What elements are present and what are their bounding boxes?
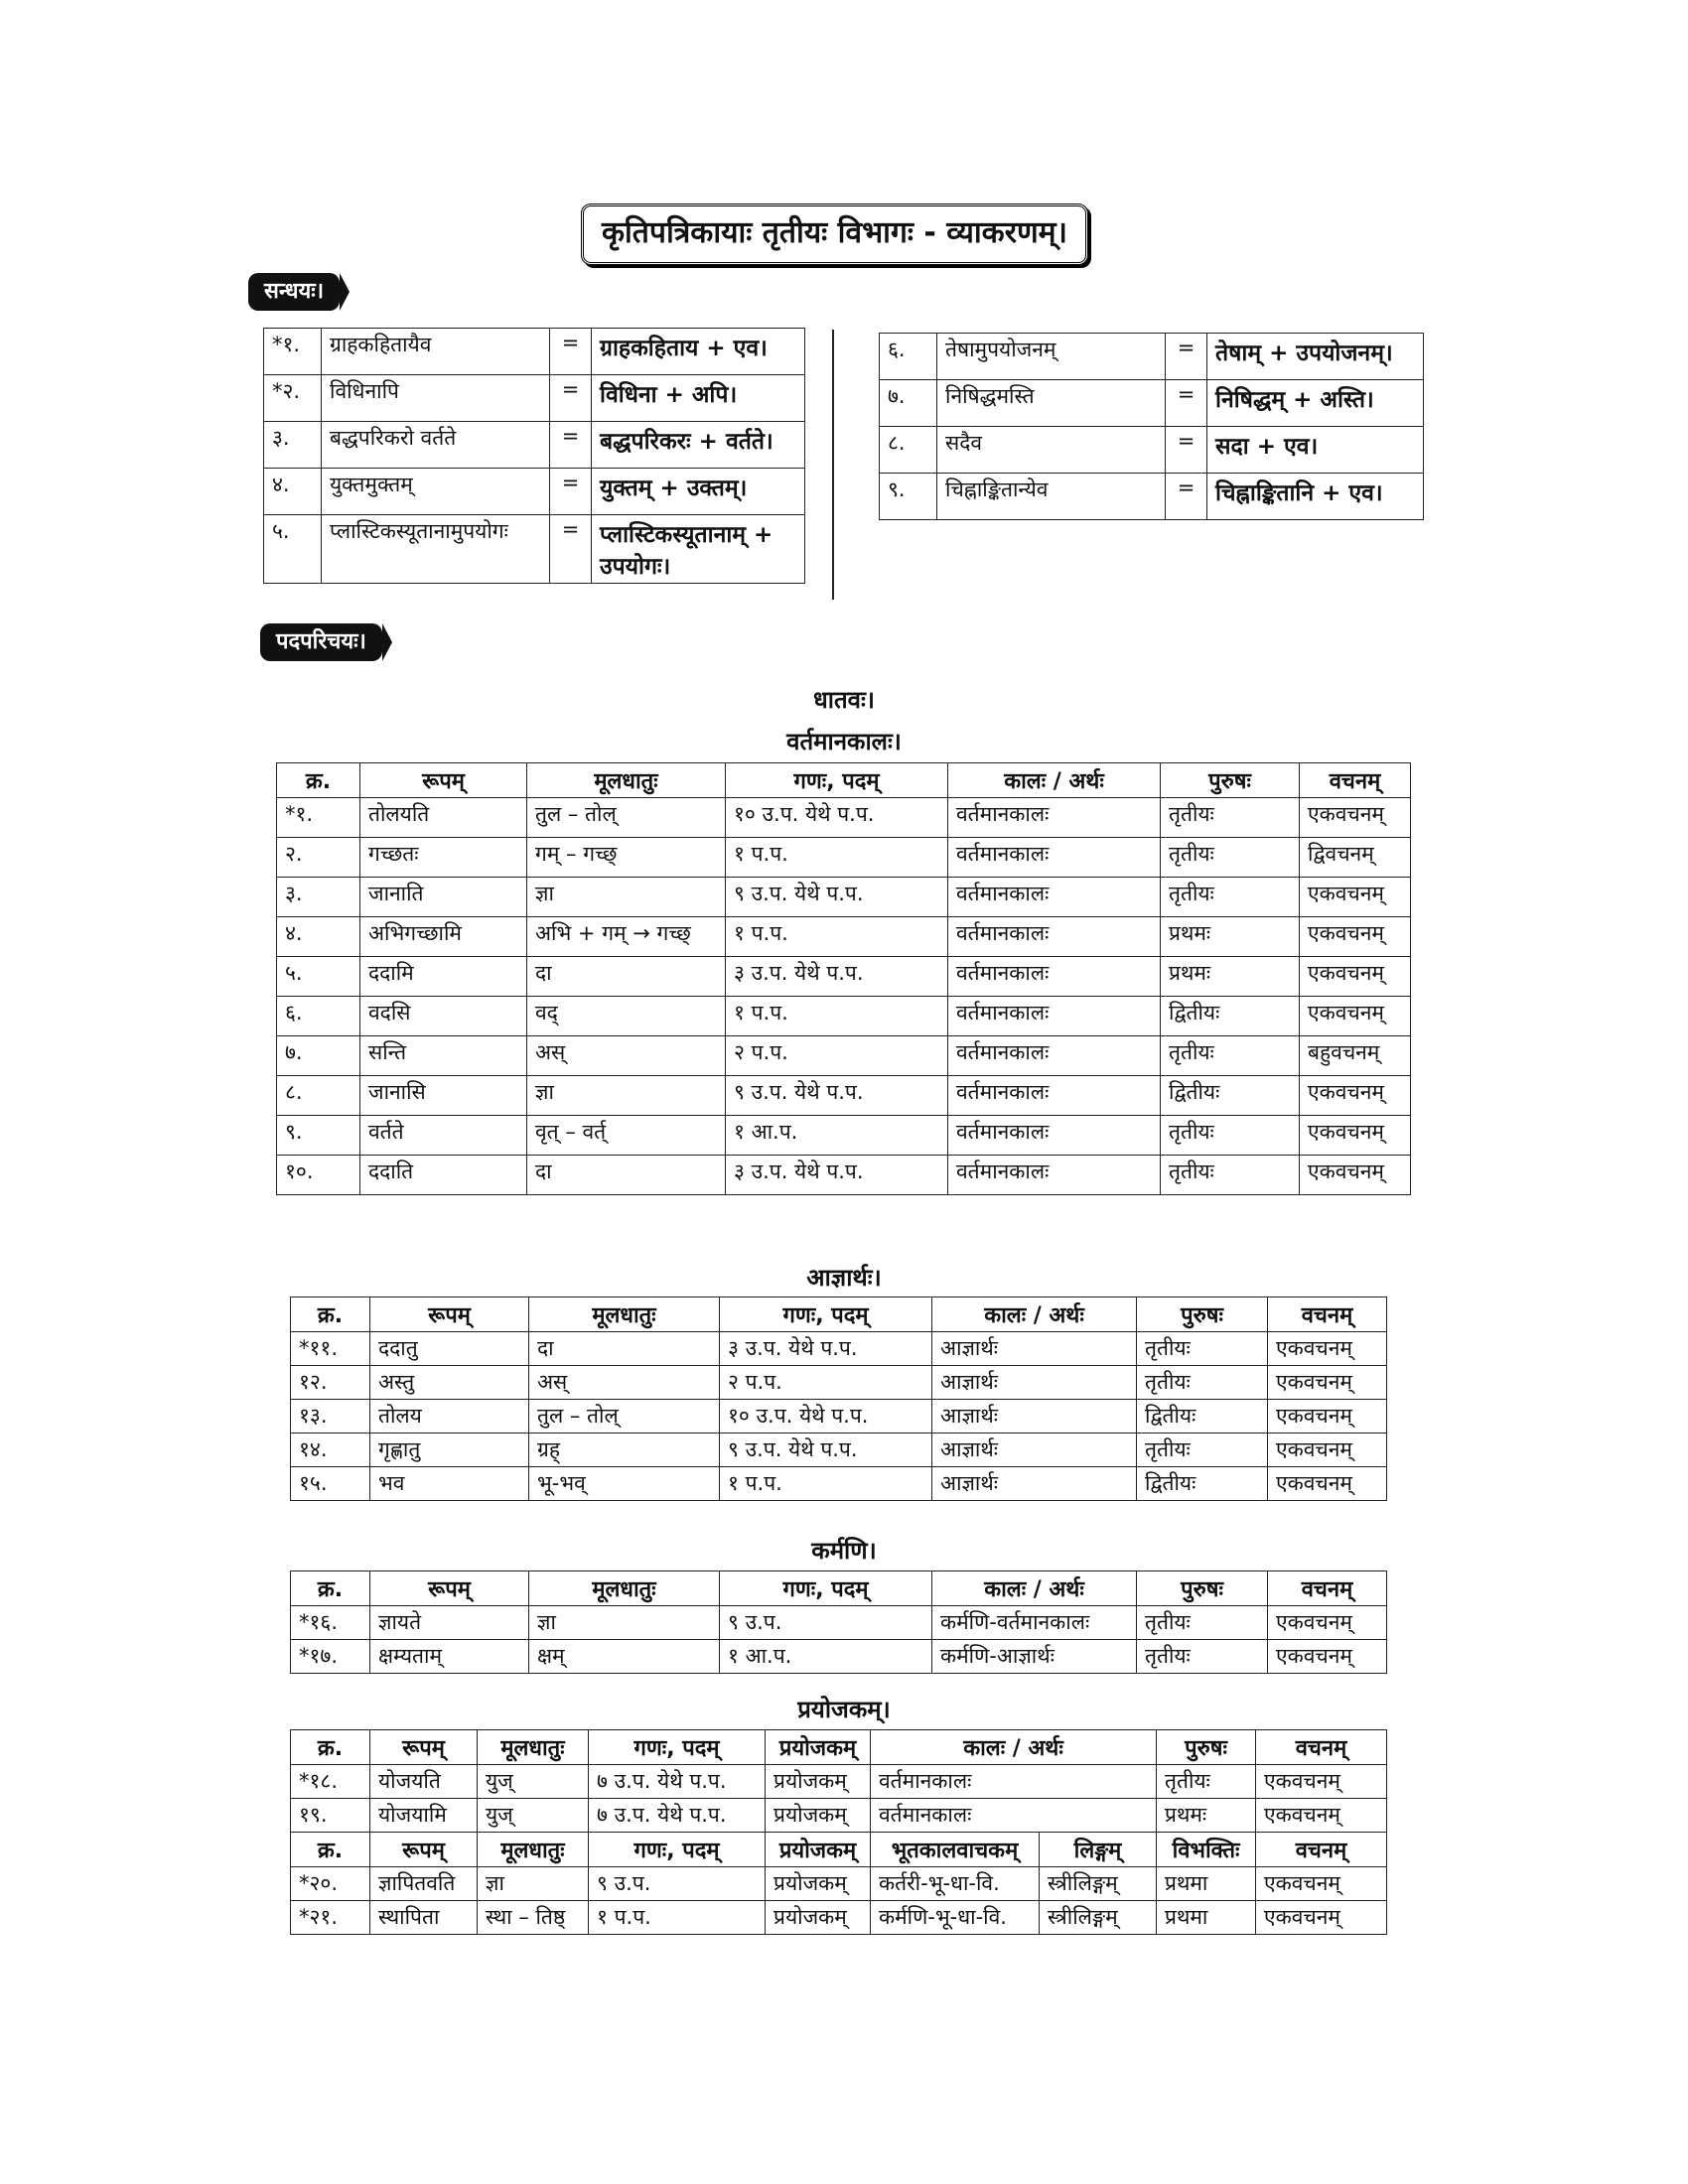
sandhi-split: चिह्नाङ्कितानि + एव। (1207, 474, 1424, 520)
table-row (277, 957, 1411, 997)
table-cell: तृतीयः (1161, 798, 1300, 838)
table-cell: १ प.प. (720, 1467, 932, 1501)
table-cell: वर्तमानकालः (948, 1156, 1161, 1195)
column-header: गणः, पदम् (589, 1730, 766, 1765)
table-cell: ३ उ.प. येथे प.प. (720, 1332, 932, 1366)
sandhi-word: प्लास्टिकस्यूतानामुपयोगः (322, 515, 550, 584)
table-row (291, 1366, 1387, 1400)
table-row (264, 375, 805, 422)
table-row (264, 329, 805, 375)
table-cell: प्रथमा (1157, 1901, 1256, 1935)
table-row (880, 474, 1424, 520)
dhatavah-heading: धातवः। (813, 686, 875, 714)
table-cell: ज्ञायते (370, 1606, 529, 1640)
table-cell: ७ उ.प. येथे प.प. (589, 1765, 766, 1799)
table-cell: एकवचनम् (1256, 1867, 1387, 1901)
sandhi-equals: = (550, 375, 592, 422)
table-cell: ५. (277, 957, 360, 997)
ajnarth-heading: आज्ञार्थः। (806, 1264, 882, 1292)
table-cell: आज्ञार्थः (932, 1467, 1137, 1501)
table-cell: ७. (277, 1036, 360, 1076)
table-cell: ९. (277, 1116, 360, 1156)
table-cell: *१६. (291, 1606, 370, 1640)
table-cell: स्त्रीलिङ्गम् (1040, 1901, 1157, 1935)
table-cell: तृतीयः (1137, 1606, 1268, 1640)
table-cell: ९ उ.प. येथे प.प. (726, 878, 948, 917)
table-cell: प्रयोजकम् (766, 1901, 871, 1935)
table-cell: १९. (291, 1799, 370, 1833)
table-cell: १३. (291, 1400, 370, 1433)
table-cell: १ आ.प. (720, 1640, 932, 1674)
column-header: गणः, पदम् (726, 763, 948, 798)
table-cell: योजयामि (370, 1799, 478, 1833)
column-header: कालः / अर्थः (932, 1297, 1137, 1332)
table-cell: प्रथमा (1157, 1867, 1256, 1901)
table-row (291, 1867, 1387, 1901)
sandhi-split: तेषाम् + उपयोजनम्। (1207, 334, 1424, 380)
sandhi-table-right (879, 333, 1424, 520)
table-cell: ३ उ.प. येथे प.प. (726, 1156, 948, 1195)
sandhi-number: *२. (264, 375, 322, 422)
vartaman-table (276, 762, 1411, 1195)
column-header: कालः / अर्थः (932, 1571, 1137, 1606)
table-cell: एकवचनम् (1300, 917, 1411, 957)
karmani-heading: कर्मणि। (811, 1537, 877, 1565)
table-cell: १ प.प. (726, 838, 948, 878)
column-header: गणः, पदम् (589, 1833, 766, 1867)
table-row (277, 917, 1411, 957)
table-cell: तृतीयः (1157, 1765, 1256, 1799)
sandhi-number: ५. (264, 515, 322, 584)
column-header: कालः / अर्थः (948, 763, 1161, 798)
column-header: पुरुषः (1157, 1730, 1256, 1765)
table-cell: १ प.प. (726, 917, 948, 957)
table-cell: तृतीयः (1161, 1116, 1300, 1156)
table-cell: क्षम्यताम् (370, 1640, 529, 1674)
sandhi-word: युक्तमुक्तम् (322, 469, 550, 515)
table-row (880, 334, 1424, 380)
sandhi-split: सदा + एव। (1207, 427, 1424, 474)
sandhi-table-left (263, 328, 805, 584)
table-cell: आज्ञार्थः (932, 1332, 1137, 1366)
table-row (277, 1076, 1411, 1116)
table-cell: तृतीयः (1137, 1433, 1268, 1467)
table-cell: योजयति (370, 1765, 478, 1799)
table-cell: वर्तमानकालः (871, 1765, 1157, 1799)
column-header: क्र. (291, 1730, 370, 1765)
column-header: मूलधातुः (478, 1833, 589, 1867)
table-cell: आज्ञार्थः (932, 1400, 1137, 1433)
table-cell: एकवचनम् (1268, 1467, 1387, 1501)
column-header: प्रयोजकम् (766, 1833, 871, 1867)
sandhi-equals: = (550, 515, 592, 584)
table-row (291, 1765, 1387, 1799)
sandhi-number: ४. (264, 469, 322, 515)
table-row (880, 380, 1424, 427)
table-cell: तृतीयः (1161, 838, 1300, 878)
table-row (291, 1640, 1387, 1674)
table-row (277, 878, 1411, 917)
table-row (291, 1901, 1387, 1935)
sandhi-number: ८. (880, 427, 937, 474)
table-cell: वर्तते (360, 1116, 527, 1156)
table-cell: स्थापिता (370, 1901, 478, 1935)
table-cell: जानासि (360, 1076, 527, 1116)
sandhi-word: बद्धपरिकरो वर्तते (322, 422, 550, 469)
sandhi-equals: = (550, 469, 592, 515)
table-cell: वर्तमानकालः (948, 1036, 1161, 1076)
table-cell: प्रयोजकम् (766, 1765, 871, 1799)
table-cell: १० उ.प. येथे प.प. (726, 798, 948, 838)
sandhi-word: निषिद्धमस्ति (937, 380, 1166, 427)
table-cell: ग्रह् (529, 1433, 720, 1467)
table-cell: *१७. (291, 1640, 370, 1674)
table-header-row (277, 763, 1411, 798)
table-cell: ज्ञापितवति (370, 1867, 478, 1901)
karmani-table (290, 1570, 1387, 1674)
table-cell: प्रयोजकम् (766, 1867, 871, 1901)
prayojak-table (290, 1729, 1387, 1935)
table-cell: गृह्णातु (370, 1433, 529, 1467)
table-cell: ज्ञा (527, 1076, 726, 1116)
table-cell: ज्ञा (527, 878, 726, 917)
table-cell: तुल – तोल् (529, 1400, 720, 1433)
table-header-row (291, 1730, 1387, 1765)
column-header: रूपम् (370, 1730, 478, 1765)
table-cell: कर्मणि-भू-धा-वि. (871, 1901, 1040, 1935)
table-cell: बहुवचनम् (1300, 1036, 1411, 1076)
table-row (880, 427, 1424, 474)
table-row (291, 1332, 1387, 1366)
table-cell: *१. (277, 798, 360, 838)
table-cell: गम् – गच्छ् (527, 838, 726, 878)
table-cell: एकवचनम् (1256, 1765, 1387, 1799)
sandhi-word: विधिनापि (322, 375, 550, 422)
table-cell: तृतीयः (1161, 1036, 1300, 1076)
column-header: गणः, पदम् (720, 1571, 932, 1606)
column-header: पुरुषः (1161, 763, 1300, 798)
table-cell: एकवचनम् (1300, 1076, 1411, 1116)
table-cell: ८. (277, 1076, 360, 1116)
table-cell: गच्छतः (360, 838, 527, 878)
sandhi-number: *१. (264, 329, 322, 375)
table-cell: प्रयोजकम् (766, 1799, 871, 1833)
table-row (291, 1606, 1387, 1640)
table-cell: २ प.प. (726, 1036, 948, 1076)
table-cell: एकवचनम् (1300, 1156, 1411, 1195)
table-cell: प्रथमः (1157, 1799, 1256, 1833)
table-cell: भू-भव् (529, 1467, 720, 1501)
table-cell: १४. (291, 1433, 370, 1467)
table-cell: तृतीयः (1137, 1366, 1268, 1400)
table-cell: अभि + गम् → गच्छ् (527, 917, 726, 957)
table-header-row (291, 1571, 1387, 1606)
table-row (277, 1036, 1411, 1076)
table-cell: एकवचनम् (1268, 1640, 1387, 1674)
sandhi-equals: = (1166, 474, 1207, 520)
column-header: पुरुषः (1137, 1571, 1268, 1606)
table-cell: ज्ञा (529, 1606, 720, 1640)
table-cell: तोलयति (360, 798, 527, 838)
column-header: भूतकालवाचकम् (871, 1833, 1040, 1867)
column-header: रूपम् (370, 1833, 478, 1867)
sandhi-split: ग्राहकहिताय + एव। (592, 329, 805, 375)
table-cell: कर्मणि-आज्ञार्थः (932, 1640, 1137, 1674)
sandhi-word: तेषामुपयोजनम् (937, 334, 1166, 380)
padaparichaya-section-tag: पदपरिचयः। (260, 623, 382, 661)
column-header: विभक्तिः (1157, 1833, 1256, 1867)
sandhi-word: सदैव (937, 427, 1166, 474)
table-cell: एकवचनम् (1256, 1799, 1387, 1833)
table-cell: ७ उ.प. येथे प.प. (589, 1799, 766, 1833)
table-header-row (291, 1297, 1387, 1332)
sandhi-number: ६. (880, 334, 937, 380)
table-cell: एकवचनम् (1300, 1116, 1411, 1156)
table-row (277, 997, 1411, 1036)
table-cell: *२०. (291, 1867, 370, 1901)
column-header: मूलधातुः (529, 1571, 720, 1606)
column-divider (832, 330, 834, 600)
table-cell: *१८. (291, 1765, 370, 1799)
table-cell: आज्ञार्थः (932, 1433, 1137, 1467)
table-cell: अस्तु (370, 1366, 529, 1400)
sandhi-equals: = (1166, 380, 1207, 427)
table-row (291, 1467, 1387, 1501)
column-header: क्र. (277, 763, 360, 798)
table-row (264, 515, 805, 584)
table-cell: एकवचनम् (1300, 957, 1411, 997)
table-cell: २ प.प. (720, 1366, 932, 1400)
column-header: क्र. (291, 1833, 370, 1867)
column-header: वचनम् (1268, 1297, 1387, 1332)
table-cell: तृतीयः (1137, 1332, 1268, 1366)
table-cell: *११. (291, 1332, 370, 1366)
table-cell: १०. (277, 1156, 360, 1195)
column-header: रूपम् (370, 1571, 529, 1606)
table-cell: ज्ञा (478, 1867, 589, 1901)
column-header: क्र. (291, 1297, 370, 1332)
sandhi-equals: = (550, 329, 592, 375)
table-row (277, 838, 1411, 878)
table-cell: एकवचनम् (1268, 1332, 1387, 1366)
column-header: मूलधातुः (478, 1730, 589, 1765)
sandhi-split: युक्तम् + उक्तम्। (592, 469, 805, 515)
table-cell: १ प.प. (589, 1901, 766, 1935)
table-cell: वद् (527, 997, 726, 1036)
table-cell: वर्तमानकालः (948, 798, 1161, 838)
table-cell: दा (527, 957, 726, 997)
sandhi-number: ३. (264, 422, 322, 469)
table-cell: वर्तमानकालः (948, 957, 1161, 997)
sandhi-split: विधिना + अपि। (592, 375, 805, 422)
sandhi-number: ९. (880, 474, 937, 520)
table-cell: ददातु (370, 1332, 529, 1366)
table-cell: २. (277, 838, 360, 878)
table-cell: प्रथमः (1161, 957, 1300, 997)
prayojak-heading: प्रयोजकम्। (797, 1696, 891, 1723)
table-cell: एकवचनम् (1300, 878, 1411, 917)
table-cell: १ आ.प. (726, 1116, 948, 1156)
column-header: वचनम् (1268, 1571, 1387, 1606)
table-cell: वर्तमानकालः (948, 838, 1161, 878)
table-cell: *२१. (291, 1901, 370, 1935)
table-cell: वर्तमानकालः (948, 917, 1161, 957)
table-cell: युज् (478, 1765, 589, 1799)
column-header: गणः, पदम् (720, 1297, 932, 1332)
table-cell: ६. (277, 997, 360, 1036)
table-cell: भव (370, 1467, 529, 1501)
table-cell: एकवचनम् (1256, 1901, 1387, 1935)
table-cell: ४. (277, 917, 360, 957)
table-cell: अभिगच्छामि (360, 917, 527, 957)
column-header: मूलधातुः (529, 1297, 720, 1332)
column-header: मूलधातुः (527, 763, 726, 798)
table-cell: वर्तमानकालः (948, 1076, 1161, 1116)
sandhi-section-tag: सन्धयः। (248, 273, 340, 311)
table-row (277, 1156, 1411, 1195)
column-header: वचनम् (1300, 763, 1411, 798)
table-cell: १ प.प. (726, 997, 948, 1036)
table-cell: ३. (277, 878, 360, 917)
table-cell: दा (527, 1156, 726, 1195)
table-cell: अस् (529, 1366, 720, 1400)
table-cell: ९ उ.प. येथे प.प. (726, 1076, 948, 1116)
table-cell: दा (529, 1332, 720, 1366)
table-header-row (291, 1833, 1387, 1867)
sandhi-split: निषिद्धम् + अस्ति। (1207, 380, 1424, 427)
table-row (264, 422, 805, 469)
column-header: रूपम् (360, 763, 527, 798)
sandhi-split: बद्धपरिकरः + वर्तते। (592, 422, 805, 469)
ajnarth-table (290, 1297, 1387, 1501)
table-cell: वदसि (360, 997, 527, 1036)
sandhi-number: ७. (880, 380, 937, 427)
table-cell: १० उ.प. येथे प.प. (720, 1400, 932, 1433)
table-row (291, 1433, 1387, 1467)
table-cell: द्वितीयः (1161, 997, 1300, 1036)
column-header: क्र. (291, 1571, 370, 1606)
table-cell: ९ उ.प. येथे प.प. (720, 1433, 932, 1467)
table-cell: कर्तरी-भू-धा-वि. (871, 1867, 1040, 1901)
table-row (291, 1400, 1387, 1433)
table-cell: प्रथमः (1161, 917, 1300, 957)
table-cell: तृतीयः (1161, 1156, 1300, 1195)
table-cell: तृतीयः (1161, 878, 1300, 917)
table-cell: एकवचनम् (1268, 1606, 1387, 1640)
sandhi-equals: = (550, 422, 592, 469)
column-header: रूपम् (370, 1297, 529, 1332)
table-cell: तुल – तोल् (527, 798, 726, 838)
table-cell: द्वितीयः (1161, 1076, 1300, 1116)
column-header: प्रयोजकम् (766, 1730, 871, 1765)
table-cell: जानाति (360, 878, 527, 917)
sandhi-word: चिह्नाङ्कितान्येव (937, 474, 1166, 520)
table-cell: एकवचनम् (1268, 1366, 1387, 1400)
table-cell: क्षम् (529, 1640, 720, 1674)
table-cell: एकवचनम् (1300, 997, 1411, 1036)
table-cell: कर्मणि-वर्तमानकालः (932, 1606, 1137, 1640)
column-header: कालः / अर्थः (871, 1730, 1157, 1765)
vartaman-heading: वर्तमानकालः। (786, 728, 902, 755)
column-header: वचनम् (1256, 1833, 1387, 1867)
table-cell: एकवचनम् (1300, 798, 1411, 838)
table-row (277, 798, 1411, 838)
column-header: लिङ्गम् (1040, 1833, 1157, 1867)
table-cell: तृतीयः (1137, 1640, 1268, 1674)
table-cell: द्वितीयः (1137, 1400, 1268, 1433)
table-cell: ददाति (360, 1156, 527, 1195)
table-cell: वर्तमानकालः (948, 1116, 1161, 1156)
table-cell: वृत् – वर्त् (527, 1116, 726, 1156)
sandhi-equals: = (1166, 334, 1207, 380)
table-cell: तोलय (370, 1400, 529, 1433)
table-cell: वर्तमानकालः (871, 1799, 1157, 1833)
table-cell: वर्तमानकालः (948, 997, 1161, 1036)
table-cell: १५. (291, 1467, 370, 1501)
table-cell: एकवचनम् (1268, 1400, 1387, 1433)
sandhi-split: प्लास्टिकस्यूतानाम् + उपयोगः। (592, 515, 805, 584)
column-header: वचनम् (1256, 1730, 1387, 1765)
table-cell: ९ उ.प. (589, 1867, 766, 1901)
table-row (264, 469, 805, 515)
column-header: पुरुषः (1137, 1297, 1268, 1332)
sandhi-word: ग्राहकहितायैव (322, 329, 550, 375)
table-cell: स्था – तिष्ठ् (478, 1901, 589, 1935)
table-cell: द्विवचनम् (1300, 838, 1411, 878)
table-cell: सन्ति (360, 1036, 527, 1076)
table-cell: युज् (478, 1799, 589, 1833)
table-cell: ९ उ.प. (720, 1606, 932, 1640)
table-cell: ३ उ.प. येथे प.प. (726, 957, 948, 997)
table-cell: ददामि (360, 957, 527, 997)
table-row (277, 1116, 1411, 1156)
table-cell: आज्ञार्थः (932, 1366, 1137, 1400)
table-cell: अस् (527, 1036, 726, 1076)
table-cell: एकवचनम् (1268, 1433, 1387, 1467)
table-cell: स्त्रीलिङ्गम् (1040, 1867, 1157, 1901)
page-title: कृतिपत्रिकायाः तृतीयः विभागः - व्याकरणम्। (581, 204, 1088, 265)
table-cell: द्वितीयः (1137, 1467, 1268, 1501)
table-row (291, 1799, 1387, 1833)
sandhi-equals: = (1166, 427, 1207, 474)
table-cell: वर्तमानकालः (948, 878, 1161, 917)
table-cell: १२. (291, 1366, 370, 1400)
